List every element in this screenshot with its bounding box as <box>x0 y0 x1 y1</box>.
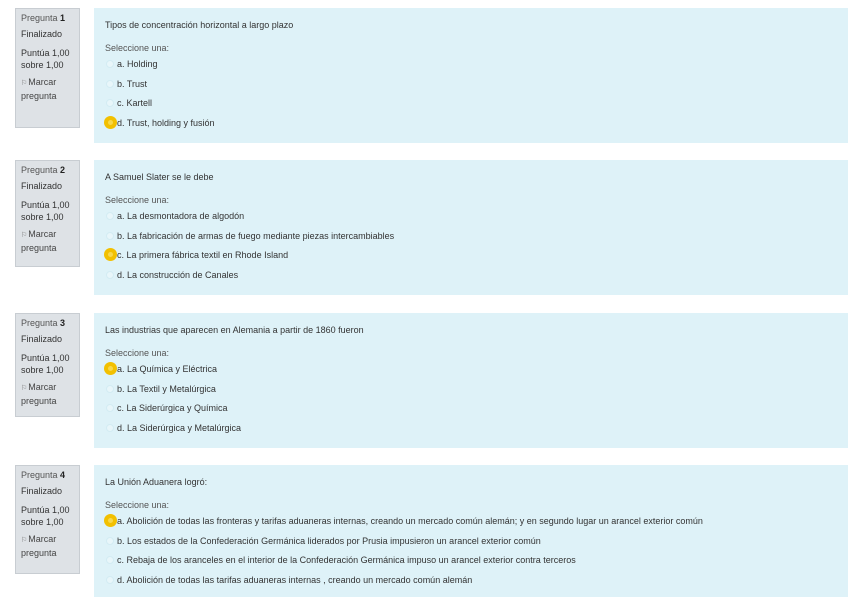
answer-prompt: Seleccione una: <box>105 500 170 510</box>
answer-label: b. Trust <box>117 78 148 89</box>
answer-label: b. Los estados de la Confederación Germánica liderados por Prusia impusieron un arancel exterior común <box>117 535 541 546</box>
answer-prompt: Seleccione una: <box>105 43 170 53</box>
answer-option[interactable] <box>105 229 848 249</box>
radio-icon[interactable] <box>106 60 114 68</box>
question-info-panel <box>15 8 80 128</box>
answer-label: a. La Química y Eléctrica <box>117 364 218 374</box>
answer-list <box>105 514 848 592</box>
answer-option[interactable] <box>105 116 848 136</box>
answer-label: b. La Textil y Metalúrgica <box>117 383 216 394</box>
answer-label: c. La primera fábrica textil en Rhode Island <box>117 250 289 260</box>
answer-prompt: Seleccione una: <box>105 195 170 205</box>
question-content <box>94 8 848 143</box>
answer-list <box>105 57 848 135</box>
answer-label: a. La desmontadora de algodón <box>117 211 245 221</box>
answer-prompt: Seleccione una: <box>105 348 170 358</box>
question-number: Pregunta 4 <box>21 470 66 480</box>
answer-label: a. Abolición de todas las fronteras y tarifas aduaneras internas, creando un mercado común alemán; y en segundo lugar un arancel exterior común <box>117 516 703 526</box>
radio-icon[interactable] <box>106 80 114 88</box>
radio-icon[interactable] <box>106 404 114 412</box>
question-info-panel <box>15 160 80 267</box>
radio-icon[interactable] <box>106 537 114 545</box>
answer-label: b. La fabricación de armas de fuego mediante piezas intercambiables <box>117 230 395 241</box>
radio-icon[interactable] <box>106 99 114 107</box>
flag-question-link[interactable]: ⚐Marcar pregunta <box>21 229 57 253</box>
answer-option[interactable] <box>105 514 848 534</box>
answer-label: d. La construcción de Canales <box>117 269 239 280</box>
flag-icon: ⚐ <box>21 80 28 87</box>
question-state: Finalizado <box>21 181 63 191</box>
answer-option[interactable] <box>105 96 848 116</box>
answer-option[interactable] <box>105 209 848 229</box>
flag-question-link[interactable]: ⚐Marcar pregunta <box>21 382 57 406</box>
answer-option[interactable] <box>105 77 848 97</box>
question-text: Tipos de concentración horizontal a largo plazo <box>105 20 294 30</box>
question-content <box>94 160 848 295</box>
answer-option[interactable] <box>105 248 848 268</box>
answer-option[interactable] <box>105 57 848 77</box>
answer-option[interactable] <box>105 401 848 421</box>
radio-icon[interactable] <box>106 576 114 584</box>
question-number: Pregunta 3 <box>21 318 66 328</box>
question-state: Finalizado <box>21 29 63 39</box>
radio-icon[interactable] <box>106 271 114 279</box>
question-grade: Puntúa 1,00 sobre 1,00 <box>21 505 70 527</box>
radio-icon[interactable] <box>106 385 114 393</box>
radio-icon[interactable] <box>106 212 114 220</box>
radio-selected-icon[interactable] <box>104 514 117 527</box>
answer-label: d. Abolición de todas las tarifas aduaneras internas , creando un mercado común alemán <box>117 574 473 585</box>
question-state: Finalizado <box>21 486 63 496</box>
answer-option[interactable] <box>105 573 848 593</box>
question-content <box>94 313 848 448</box>
answer-label: a. Holding <box>117 59 158 69</box>
radio-selected-icon[interactable] <box>104 362 117 375</box>
question-text: La Unión Aduanera logró: <box>105 477 208 487</box>
answer-option[interactable] <box>105 268 848 288</box>
answer-option[interactable] <box>105 553 848 573</box>
answer-label: c. Kartell <box>117 98 153 108</box>
question-number: Pregunta 2 <box>21 165 66 175</box>
flag-icon: ⚐ <box>21 385 28 392</box>
answer-option[interactable] <box>105 421 848 441</box>
question-number: Pregunta 1 <box>21 13 66 23</box>
radio-icon[interactable] <box>106 556 114 564</box>
answer-list <box>105 209 848 287</box>
flag-question-link[interactable]: ⚐Marcar pregunta <box>21 77 57 101</box>
answer-label: d. La Siderúrgica y Metalúrgica <box>117 422 242 433</box>
radio-icon[interactable] <box>106 232 114 240</box>
answer-label: c. La Siderúrgica y Química <box>117 403 228 413</box>
radio-selected-icon[interactable] <box>104 248 117 261</box>
question-info-panel <box>15 313 80 417</box>
answer-option[interactable] <box>105 382 848 402</box>
answer-option[interactable] <box>105 362 848 382</box>
question-content <box>94 465 848 597</box>
answer-option[interactable] <box>105 534 848 554</box>
flag-icon: ⚐ <box>21 232 28 239</box>
question-grade: Puntúa 1,00 sobre 1,00 <box>21 353 70 375</box>
question-text: A Samuel Slater se le debe <box>105 172 214 182</box>
question-grade: Puntúa 1,00 sobre 1,00 <box>21 200 70 222</box>
flag-icon: ⚐ <box>21 537 28 544</box>
question-text: Las industrias que aparecen en Alemania a partir de 1860 fueron <box>105 325 364 335</box>
question-info-panel <box>15 465 80 574</box>
question-grade: Puntúa 1,00 sobre 1,00 <box>21 48 70 70</box>
flag-question-link[interactable]: ⚐Marcar pregunta <box>21 534 57 558</box>
question-state: Finalizado <box>21 334 63 344</box>
answer-label: c. Rebaja de los aranceles en el interior de la Confederación Germánica impuso un arancel exterior contra terceros <box>117 555 576 565</box>
radio-icon[interactable] <box>106 424 114 432</box>
answer-label: d. Trust, holding y fusión <box>117 117 215 128</box>
radio-selected-icon[interactable] <box>104 116 117 129</box>
answer-list <box>105 362 848 440</box>
